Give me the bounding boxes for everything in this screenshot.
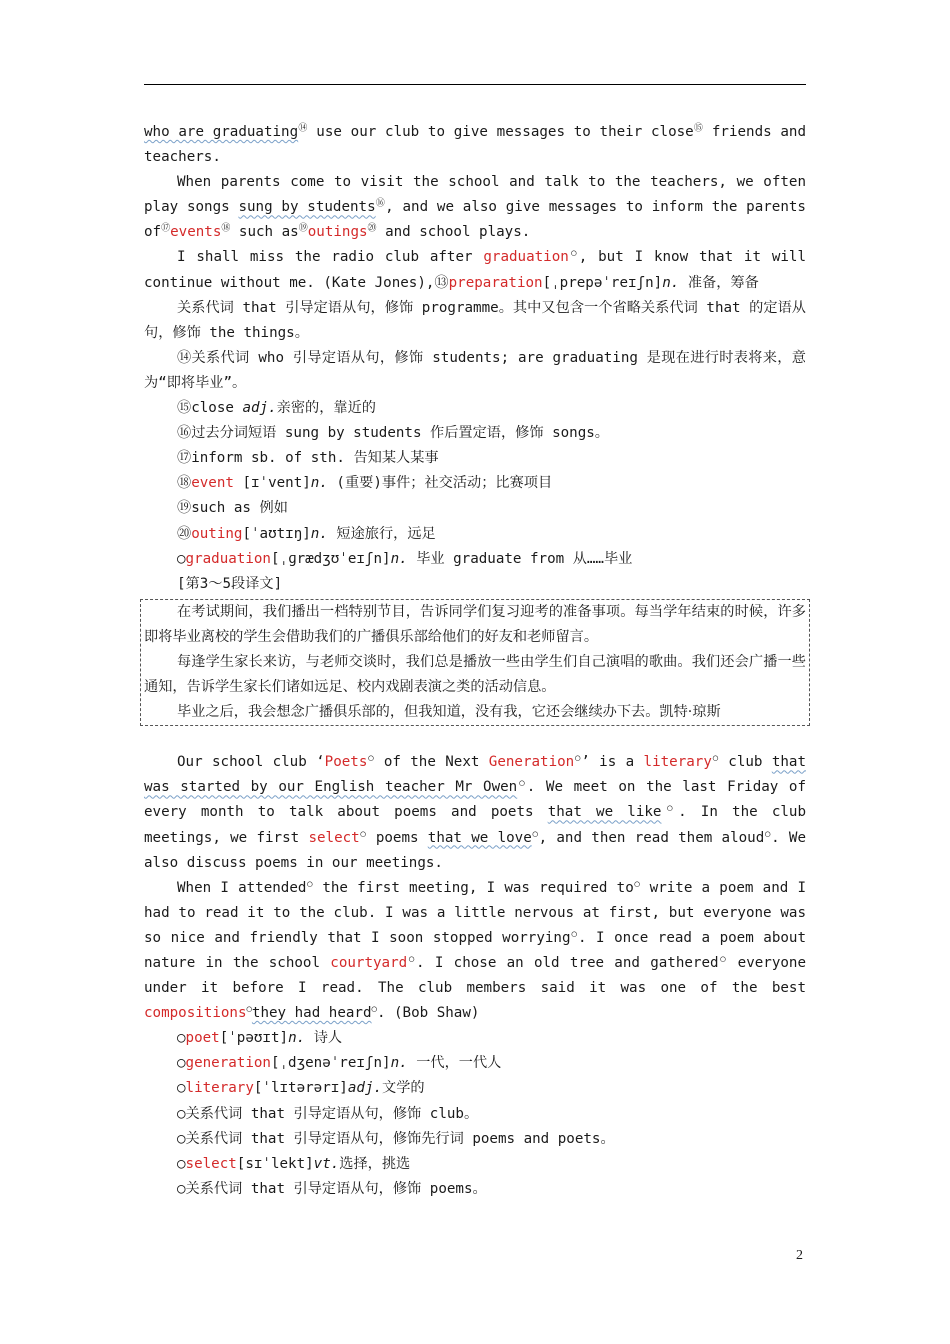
passage1-paragraph-3: I shall miss the radio club after graduation○, but I know that it will continue without me. (Kate Jones),⑬preparation[ˌprepəˈreɪʃn]n. 准备，筹备: [144, 248, 806, 291]
note-line: ⑮close adj.亲密的，靠近的: [177, 400, 376, 417]
vocab-word: select: [308, 829, 360, 846]
note-line: ⑯过去分词短语 sung by students 作后置定语，修饰 songs。: [177, 425, 609, 442]
underlined-phrase: that was started by our English teacher Mr Owen: [144, 754, 806, 796]
note-line: 关系代词 that 引导定语从句，修饰 programme。其中又包含一个省略关系代词 that 的定语从句，修饰 the things。: [144, 299, 806, 341]
vocab-word: literary: [643, 754, 712, 771]
vocab-word: graduation: [483, 249, 569, 266]
note-line: ○关系代词 that 引导定语从句，修饰 poems。: [177, 1180, 487, 1197]
underlined-phrase: they had heard: [251, 1005, 372, 1022]
vocab-word: compositions: [144, 1005, 247, 1022]
note-line: ⑭关系代词 who 引导定语从句，修饰 students; are graduating 是现在进行时表将来，意为“即将毕业”。: [144, 349, 806, 391]
note-line: ⑰inform sb. of sth. 告知某人某事: [177, 450, 439, 467]
translation-heading: [第3～5段译文]: [177, 575, 283, 592]
note-line: ○graduation[ˌɡrædʒʊˈeɪʃn]n. 毕业 graduate from 从……毕业: [177, 550, 633, 567]
passage2-paragraph-1: Our school club ‘Poets○ of the Next Generation○’ is a literary○ club that was started by our English teacher Mr Owen○. We meet on the last Friday of every month to talk about poems and poets that we like○. In the club meetings, we first select○ poems that we love○, and then read them aloud○. We also discuss poems in our meetings.: [144, 753, 807, 871]
translation-box: [140, 599, 810, 726]
note-line: ○literary[ˈlɪtərərɪ]adj.文学的: [177, 1080, 425, 1097]
underlined-phrase: who are graduating: [144, 124, 299, 140]
note-line: ⑳outing[ˈaʊtɪŋ]n. 短途旅行，远足: [177, 525, 436, 542]
underlined-phrase: that we love: [427, 829, 532, 846]
note-line: ○poet[ˈpəʊɪt]n. 诗人: [177, 1030, 343, 1047]
vocab-word: Poets: [324, 754, 368, 771]
document-body: [144, 120, 806, 1202]
vocab-word: courtyard: [330, 955, 408, 971]
passage2-paragraph-2: When I attended○ the first meeting, I was required to○ write a poem and I had to read it to the club. I was a little nervous at first, but everyone was so nice and friendly that I soon stopped worrying○. I once read a poem about nature in the school courtyard○. I chose an old tree and gathered○ everyone under it before I read. The club members said it was one of the best compositions○they had heard○. (Bob Shaw): [144, 878, 807, 1022]
header-rule: [144, 84, 806, 85]
vocab-word: outings: [307, 224, 368, 241]
underlined-phrase: that we like: [547, 804, 662, 821]
underlined-phrase: sung by students: [238, 199, 376, 216]
translation-paragraph: 在考试期间，我们播出一档特别节目，告诉同学们复习迎考的准备事项。每当学年结束的时候，许多即将毕业离校的学生会借助我们的广播俱乐部给他们的好友和老师留言。: [144, 603, 806, 645]
passage1-paragraph-1: who are graduating⑭ use our club to give messages to their close⑮ friends and teachers.: [144, 123, 807, 166]
page-number: 2: [796, 1248, 803, 1263]
note-line: ⑲such as 例如: [177, 500, 288, 517]
passage1-paragraph-2: When parents come to visit the school and talk to the teachers, we often play songs sung by students⑯, and we also give messages to inform the parents of⑰events⑱ such as⑲outings⑳ and school plays.: [144, 174, 806, 241]
note-line: ○关系代词 that 引导定语从句，修饰 club。: [177, 1105, 479, 1122]
note-line: ○generation[ˌdʒenəˈreɪʃn]n. 一代，一代人: [177, 1055, 502, 1072]
vocab-word: events: [170, 224, 222, 241]
translation-paragraph: 毕业之后，我会想念广播俱乐部的，但我知道，没有我，它还会继续办下去。凯特·琼斯: [177, 704, 721, 721]
vocab-word: Generation: [488, 754, 575, 771]
note-line: ⑱event [ɪˈvent]n. (重要)事件；社交活动；比赛项目: [177, 475, 553, 492]
note-line: ○关系代词 that 引导定语从句，修饰先行词 poems and poets。: [177, 1130, 615, 1147]
vocab-word: preparation: [448, 274, 543, 291]
translation-paragraph: 每逢学生家长来访，与老师交谈时，我们总是播放一些由学生们自己演唱的歌曲。我们还会广播一些通知，告诉学生家长们诸如远足、校内戏剧表演之类的活动信息。: [144, 653, 806, 696]
note-line: ○select[sɪˈlekt]vt.选择，挑选: [177, 1155, 411, 1172]
